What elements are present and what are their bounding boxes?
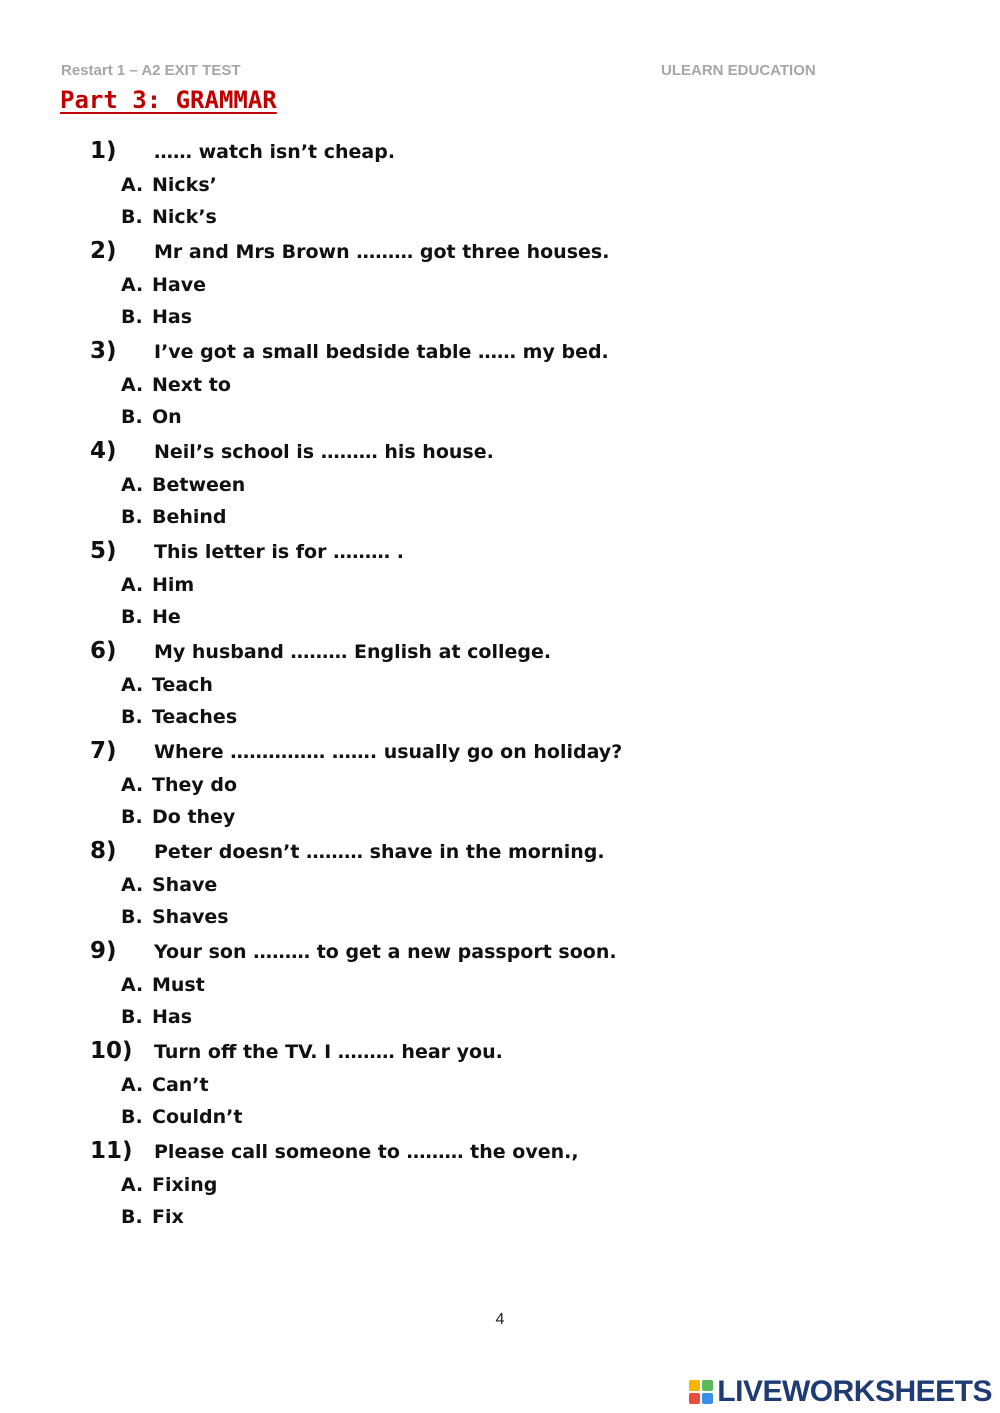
question-number: 4) [90,438,117,464]
question-number: 1) [90,138,117,164]
question-2 [90,238,890,338]
option-letter: A. [121,274,144,296]
question-text: Please call someone to ……… the oven., [154,1141,579,1163]
option-text: Shaves [152,906,229,928]
option-letter: B. [121,606,143,628]
question-number: 9) [90,938,117,964]
question-line [90,538,890,574]
liveworksheets-logo-icon [689,1380,713,1404]
option-text: Can’t [152,1074,209,1096]
question-1 [90,138,890,238]
answer-option-b[interactable] [121,1006,890,1038]
answer-option-b[interactable] [121,706,890,738]
question-list [90,138,890,1238]
question-9 [90,938,890,1038]
option-text: They do [152,774,238,796]
question-7 [90,738,890,838]
answer-option-b[interactable] [121,306,890,338]
option-text: Has [152,306,193,328]
question-number: 6) [90,638,117,664]
option-text: Behind [152,506,227,528]
option-letter: B. [121,706,143,728]
answer-option-b[interactable] [121,406,890,438]
question-line [90,438,890,474]
question-text: Mr and Mrs Brown ……… got three houses. [154,241,610,263]
option-letter: A. [121,374,144,396]
question-line [90,838,890,874]
answer-option-b[interactable] [121,606,890,638]
question-line [90,238,890,274]
option-text: Must [152,974,205,996]
option-text: Has [152,1006,193,1028]
question-line [90,338,890,374]
option-letter: A. [121,1074,144,1096]
question-line [90,938,890,974]
question-number: 8) [90,838,117,864]
question-4 [90,438,890,538]
answer-option-a[interactable] [121,474,890,506]
question-6 [90,638,890,738]
answer-option-a[interactable] [121,774,890,806]
option-letter: A. [121,874,144,896]
brand-text: LIVEWORKSHEETS [717,1375,992,1408]
question-number: 10) [90,1038,133,1064]
answer-option-a[interactable] [121,1074,890,1106]
option-text: Between [152,474,246,496]
answer-option-b[interactable] [121,1106,890,1138]
answer-option-a[interactable] [121,1174,890,1206]
option-text: Do they [152,806,236,828]
option-text: Teaches [152,706,238,728]
option-letter: A. [121,174,144,196]
question-5 [90,538,890,638]
option-letter: B. [121,1206,143,1228]
question-number: 3) [90,338,117,364]
option-letter: B. [121,1006,143,1028]
question-number: 2) [90,238,117,264]
question-line [90,738,890,774]
option-letter: A. [121,474,144,496]
header-left: Restart 1 – A2 EXIT TEST [61,62,241,79]
answer-option-b[interactable] [121,1206,890,1238]
option-letter: B. [121,906,143,928]
question-line [90,638,890,674]
option-text: Couldn’t [152,1106,243,1128]
question-3 [90,338,890,438]
question-10 [90,1038,890,1138]
option-letter: A. [121,774,144,796]
question-text: This letter is for ……… . [154,541,404,563]
liveworksheets-brand[interactable] [689,1375,992,1409]
header-right: ULEARN EDUCATION [661,62,816,79]
option-text: Nicks’ [152,174,217,196]
option-text: Fix [152,1206,184,1228]
option-letter: A. [121,674,144,696]
question-line [90,138,890,174]
question-text: Turn off the TV. I ……… hear you. [154,1041,503,1063]
answer-option-b[interactable] [121,806,890,838]
option-letter: A. [121,1174,144,1196]
answer-option-a[interactable] [121,374,890,406]
answer-option-b[interactable] [121,506,890,538]
answer-option-b[interactable] [121,206,890,238]
answer-option-a[interactable] [121,874,890,906]
answer-option-a[interactable] [121,674,890,706]
question-text: Your son ……… to get a new passport soon. [154,941,617,963]
option-text: Fixing [152,1174,218,1196]
question-text: Neil’s school is ……… his house. [154,441,494,463]
answer-option-a[interactable] [121,574,890,606]
option-letter: B. [121,806,143,828]
option-letter: B. [121,206,143,228]
option-letter: B. [121,406,143,428]
question-number: 5) [90,538,117,564]
question-text: …… watch isn’t cheap. [154,141,396,163]
part-title: Part 3: GRAMMAR [60,86,277,114]
question-11 [90,1138,890,1238]
question-number: 7) [90,738,117,764]
option-text: Him [152,574,195,596]
option-text: Shave [152,874,218,896]
option-text: Nick’s [152,206,217,228]
option-text: Have [152,274,206,296]
option-text: Teach [152,674,213,696]
question-8 [90,838,890,938]
option-letter: A. [121,974,144,996]
question-number: 11) [90,1138,133,1164]
option-text: On [152,406,182,428]
page-number: 4 [495,1311,505,1328]
question-line [90,1138,890,1174]
option-text: He [152,606,181,628]
option-letter: B. [121,506,143,528]
answer-option-b[interactable] [121,906,890,938]
question-line [90,1038,890,1074]
answer-option-a[interactable] [121,174,890,206]
option-letter: A. [121,574,144,596]
answer-option-a[interactable] [121,974,890,1006]
question-text: Where …………… ……. usually go on holiday? [154,741,623,763]
option-text: Next to [152,374,231,396]
option-letter: B. [121,306,143,328]
question-text: Peter doesn’t ……… shave in the morning. [154,841,605,863]
question-text: I’ve got a small bedside table …… my bed. [154,341,609,363]
answer-option-a[interactable] [121,274,890,306]
question-text: My husband ……… English at college. [154,641,552,663]
option-letter: B. [121,1106,143,1128]
